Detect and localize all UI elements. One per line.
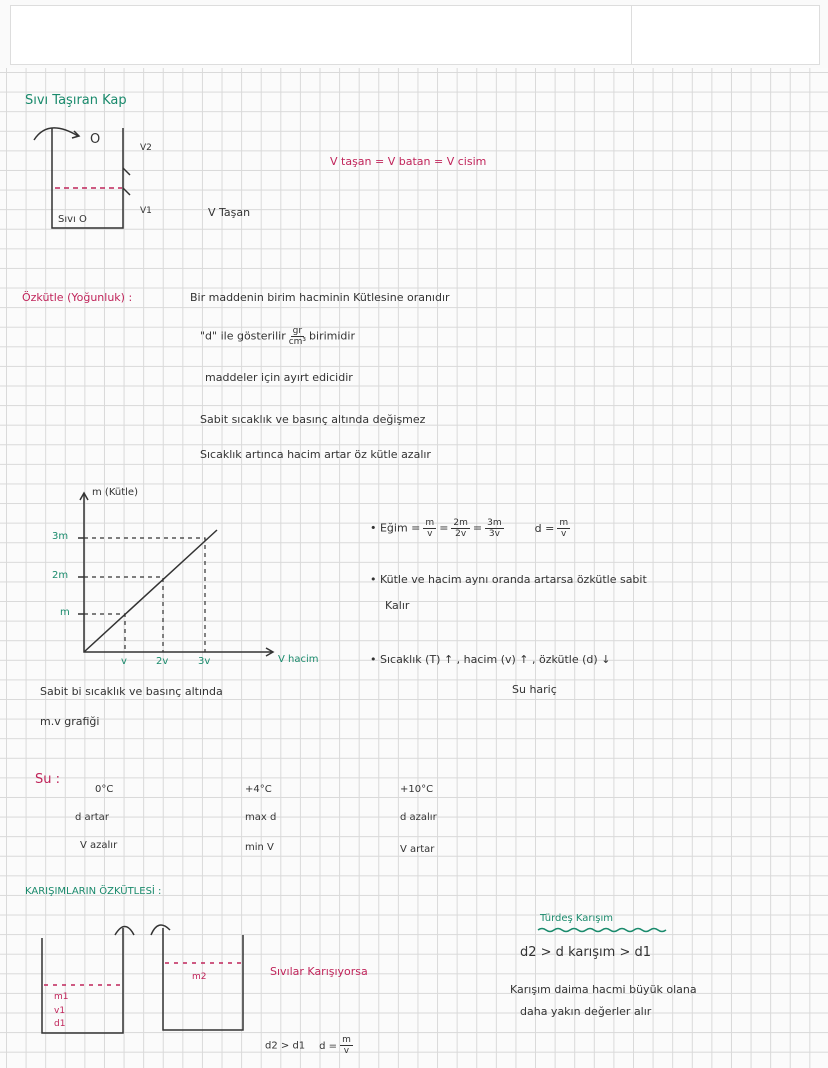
mdd: v: [343, 1046, 350, 1056]
mix-rule-1: Karışım daima hacmi büyük olana: [510, 983, 697, 996]
y-tick-3: 3m: [52, 531, 69, 542]
water-c2-r3: min V: [245, 842, 274, 853]
unit-fraction: [289, 326, 306, 347]
unit-den: cm³: [288, 337, 307, 347]
unit-num: gr: [292, 326, 303, 336]
d1-label: d1: [54, 1019, 66, 1029]
density-symbol-line: [200, 326, 355, 347]
m2-label: m2: [192, 972, 207, 982]
frac-3: [485, 518, 504, 539]
slope-label: • Eğim =: [370, 521, 421, 535]
mixtures-title: KARIŞIMLARIN ÖZKÜTLESİ :: [25, 886, 162, 897]
unit-text: birimidir: [309, 329, 355, 343]
density-definition: Bir maddenin birim hacminin Kütlesine oranıdır: [190, 291, 450, 304]
water-c3-r1: +10°C: [400, 784, 434, 795]
water-c1-r3: V azalır: [80, 840, 118, 851]
water-c1-r2: d artar: [75, 812, 109, 823]
water-c2-r1: +4°C: [245, 784, 272, 795]
symbol-text: "d" ile gösterilir: [200, 329, 286, 343]
y-tick-2: 2m: [52, 570, 69, 581]
x-tick-3: 3v: [198, 656, 211, 667]
density-line-4: Sabit sıcaklık ve basınç altında değişmez: [200, 413, 426, 426]
x-tick-2: 2v: [156, 656, 169, 667]
liquid-label: Sıvı O: [58, 214, 87, 225]
mdn: m: [342, 1035, 351, 1045]
v1-mix-label: v1: [54, 1006, 66, 1016]
f1d: v: [427, 529, 433, 539]
mix-rule-2: daha yakın değerler alır: [520, 1005, 652, 1018]
dn: m: [559, 518, 569, 528]
mix-d-fraction: [340, 1035, 353, 1056]
overflow-formula: V taşan = V batan = V cisim: [330, 155, 487, 168]
f3n: 3m: [487, 518, 502, 528]
density-title: Özkütle (Yoğunluk) :: [22, 291, 133, 304]
y-tick-1: m: [60, 607, 70, 618]
mix-note: Sıvılar Karışıyorsa: [270, 965, 368, 978]
d-label: d =: [534, 521, 555, 535]
object-label: O: [90, 132, 101, 147]
f3d: 3v: [488, 529, 500, 539]
bullet-2-cont: Kalır: [385, 599, 410, 612]
mix-d-label: d =: [319, 1040, 338, 1052]
f2n: 2m: [453, 518, 468, 528]
frac-d: [557, 518, 570, 539]
wavy-underline: [538, 929, 666, 932]
homogeneous-title: Türdeş Karışım: [540, 913, 614, 924]
graph-caption-2: m.v grafiği: [40, 715, 100, 728]
section-title-overflow: Sıvı Taşıran Kap: [25, 93, 127, 108]
water-c3-r2: d azalır: [400, 812, 437, 823]
mixing-containers: [42, 925, 243, 1033]
graph-line: [84, 530, 217, 652]
overflow-container-drawing: [34, 128, 130, 228]
mix-inequality: d2 > d karışım > d1: [520, 945, 652, 960]
mix-relation: [265, 1035, 356, 1056]
graph-y-label: m (Kütle): [92, 487, 138, 498]
bullet-2: • Kütle ve hacim aynı oranda artarsa özkütle sabit: [370, 573, 647, 586]
frac-1: [423, 518, 436, 539]
v1-label: V1: [140, 206, 152, 216]
bullet-3-cont: Su hariç: [512, 683, 557, 696]
m1-label: m1: [54, 992, 69, 1002]
water-c1-r1: 0°C: [95, 784, 114, 795]
graph-caption-1: Sabit bi sıcaklık ve basınç altında: [40, 685, 223, 698]
water-c2-r2: max d: [245, 812, 277, 823]
rel-text: d2 > d1: [265, 1040, 306, 1052]
f2d: 2v: [455, 529, 467, 539]
frac-2: [451, 518, 470, 539]
x-tick-1: v: [121, 656, 127, 667]
mass-volume-graph: [78, 493, 273, 656]
density-line-5: Sıcaklık artınca hacim artar öz kütle azalır: [200, 448, 431, 461]
density-line-3: maddeler için ayırt edicidir: [205, 371, 353, 384]
water-title: Su :: [35, 772, 61, 787]
v2-label: V2: [140, 143, 152, 153]
graph-x-label: V hacim: [278, 654, 319, 665]
bullet-3: • Sıcaklık (T) ↑ , hacim (v) ↑ , özkütle (d) ↓: [370, 653, 611, 666]
slope-formula: • Eğim = $\frac{m}{v}$ = $\frac{2m}{2v}$ = $\frac{3m}{3v}$ d = $\frac{m}{v}$: [370, 518, 569, 539]
f1n: m: [425, 518, 435, 528]
dd: v: [561, 529, 567, 539]
v-overflow-label: V Taşan: [208, 206, 251, 219]
water-c3-r3: V artar: [400, 844, 435, 855]
